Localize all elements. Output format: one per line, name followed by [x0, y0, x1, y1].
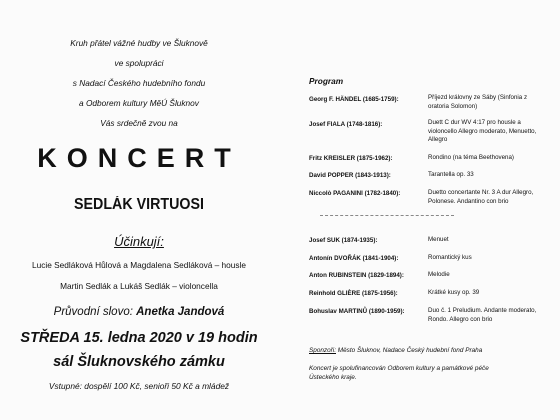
- organizer-line-3: s Nadací Českého hudebního fondu: [72, 78, 206, 88]
- speaker-label: Průvodní slovo:: [53, 306, 133, 318]
- program-work: Příjezd královny ze Sáby (Sinfonia z oratoria Solomon): [428, 94, 528, 110]
- program-composer: Niccolò PAGANINI (1782-1840):: [309, 190, 401, 197]
- performers-line-2: Martin Sedlák a Lukáš Sedlák – violoncella: [60, 281, 218, 291]
- program-work: Tarantella op. 33: [428, 171, 474, 178]
- program-divider: [320, 215, 454, 216]
- invitation-line: Vás srdečně zvou na: [100, 118, 178, 128]
- speaker-line: [0, 306, 278, 318]
- program-composer: Fritz KREISLER (1875-1962):: [309, 155, 393, 162]
- funding-note: Koncert je spolufinancován Odborem kultury a památkové péče Ústeckého kraje.: [309, 365, 489, 381]
- speaker-name: Anetka Jandová: [136, 306, 225, 318]
- program-composer: Antonín DVOŘÁK (1841-1904):: [309, 255, 399, 262]
- sponsors: [309, 346, 549, 355]
- organizer-line-2: ve spolupráci: [114, 58, 164, 68]
- program-work: Melodie: [428, 271, 450, 278]
- entry-fee: Vstupné: dospělí 100 Kč, senioři 50 Kč a mládež: [48, 381, 230, 391]
- organizer-line-1: Kruh přátel vážné hudby ve Šluknově: [70, 38, 208, 48]
- performers-line-1: Lucie Sedláková Hůlová a Magdalena Sedláková – housle: [31, 260, 247, 270]
- organizer-line-4: a Odborem kultury MěÚ Šluknov: [79, 98, 199, 108]
- event-venue: sál Šluknovského zámku: [53, 354, 225, 370]
- program-composer: Josef SUK (1874-1935):: [309, 237, 378, 244]
- program-work: Krátké kusy op. 39: [428, 289, 480, 296]
- program-work: Rondino (na téma Beethovena): [428, 154, 514, 161]
- program-work: Menuet: [428, 236, 449, 243]
- event-date: STŘEDA 15. ledna 2020 v 19 hodin: [20, 330, 258, 346]
- program-work: Duett C dur WV 4:17 pro housle a violoncello Allegro moderato, Menuetto, Allegro: [428, 119, 537, 143]
- program-work: Duo č. 1 Preludium. Andante moderato, Rondo. Allegro con brio: [428, 307, 537, 323]
- program-work: Duetto concertante Nr. 3 A dur Allegro, Polonese. Andantino con brio: [428, 189, 534, 205]
- program-composer: Reinhold GLIÈRE (1875-1956):: [309, 290, 398, 297]
- program-composer: Georg F. HÄNDEL (1685-1759):: [309, 96, 399, 103]
- program-composer: Bohuslav MARTINŮ (1890-1959):: [309, 308, 405, 315]
- program-composer: Anton RUBINSTEIN (1829-1894):: [309, 272, 404, 279]
- program-work: Romantický kus: [428, 254, 472, 261]
- sponsors-text: Město Šluknov, Nadace Český hudební fond Praha: [337, 347, 483, 354]
- ensemble-name: SEDLÁK VIRTUOSI: [74, 196, 204, 213]
- program-heading: Program: [309, 76, 344, 86]
- sponsors-label: Sponzoři:: [309, 347, 336, 354]
- concert-title: KONCERT: [37, 143, 241, 173]
- performers-heading: Účinkují:: [114, 234, 164, 249]
- program-composer: Josef FIALA (1748-1816):: [309, 121, 383, 128]
- program-composer: David POPPER (1843-1913):: [309, 172, 391, 179]
